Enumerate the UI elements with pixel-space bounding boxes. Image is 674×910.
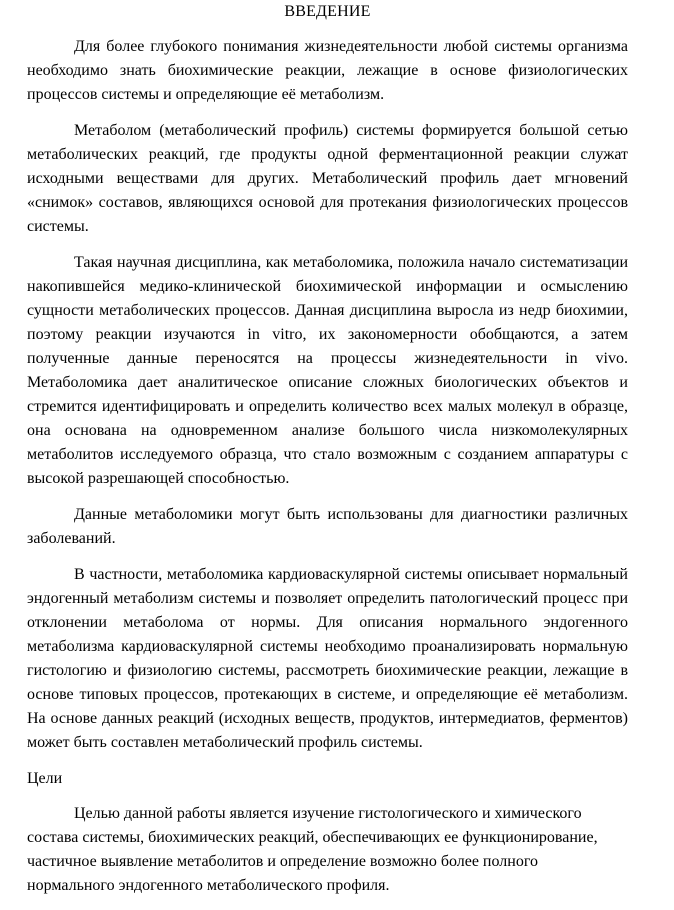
goals-paragraph: Целью данной работы является изучение гистологического и химического состава системы, биохимических реакций, обеспечивающих ее функционирование, частичное выявление метаболитов и определение возможно более полного нормального эндогенного метаболического профиля. [27,805,598,894]
intro-paragraph-3: Такая научная дисциплина, как метаболомика, положила начало систематизации накопившейся медико-клинической биохимической информации и осмыслению сущности метаболических процессов. Данная дисциплина выросла из недр биохимии, поэтому реакции изучаются in vitro, их закономерности обобщаются, а затем полученные данные переносятся на процессы жизнедеятельности in vivo. Метаболомика дает аналитическое описание сложных биологических объектов и стремится идентифицировать и определить количество всех малых молекул в образце, она основана на одновременном анализе большого числа низкомолекулярных метаболитов исследуемого образца, что стало возможным с созданием аппаратуры с высокой разрешающей способностью. [27,254,628,487]
document-page [27,0,628,910]
page-title: ВВЕДЕНИЕ [284,3,371,20]
intro-paragraph-4: Данные метаболомики могут быть использованы для диагностики различных заболеваний. [27,506,628,547]
intro-paragraph-5: В частности, метаболомика кардиоваскулярной системы описывает нормальный эндогенный метаболизм системы и позволяет определить патологический процесс при отклонении метаболома от нормы. Для описания нормального эндогенного метаболизма кардиоваскулярной системы необходимо проанализировать нормальную гистологию и физиологию системы, рассмотреть биохимические реакции, лежащие в основе типовых процессов, протекающих в системе, и определяющие её метаболизм. На основе данных реакций (исходных веществ, продуктов, интермедиатов, ферментов) может быть составлен метаболический профиль системы. [27,566,628,751]
goals-heading: Цели [27,770,63,787]
intro-paragraph-2: Метаболом (метаболический профиль) системы формируется большой сетью метаболических реакций, где продукты одной ферментационной реакции служат исходными веществами для других. Метаболический профиль дает мгновений «снимок» составов, являющихся основой для протекания физиологических процессов системы. [27,122,628,235]
intro-paragraph-1: Для более глубокого понимания жизнедеятельности любой системы организма необходимо знать биохимические реакции, лежащие в основе физиологических процессов системы и определяющие её метаболизм. [27,38,628,103]
